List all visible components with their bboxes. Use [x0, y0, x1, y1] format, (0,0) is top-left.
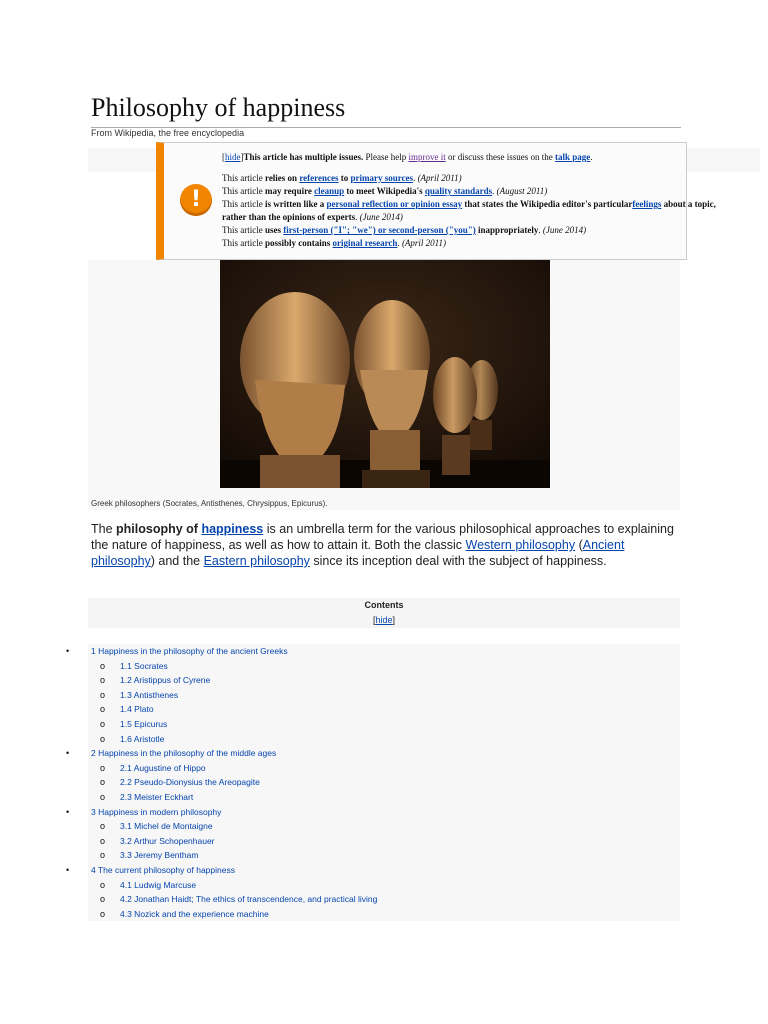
circle-bullet-icon: o	[100, 660, 106, 671]
toc-link[interactable]: 2 Happiness in the philosophy of the middle ages	[91, 748, 277, 759]
issue-bold: relies on	[264, 173, 300, 183]
multiple-issues-box	[156, 142, 716, 260]
warning-icon: !	[180, 184, 212, 216]
circle-bullet-icon: o	[100, 675, 106, 686]
improve-it-link[interactable]: improve it	[408, 152, 446, 162]
hide-issues-link[interactable]: hide	[225, 152, 241, 162]
issue-sep: .	[413, 173, 418, 183]
bullet-icon: •	[66, 806, 70, 817]
circle-bullet-icon: o	[100, 879, 106, 890]
toc-item	[0, 688, 768, 703]
opinion-essay-link[interactable]: personal reflection or opinion essay	[326, 199, 463, 209]
issue-sep: .	[355, 212, 360, 222]
issue-prefix: This article	[222, 173, 265, 183]
toc-link[interactable]: 4.1 Ludwig Marcuse	[120, 879, 197, 890]
toc-link[interactable]: 2.2 Pseudo-Dionysius the Areopagite	[120, 777, 260, 788]
toc-row-shade	[88, 717, 680, 732]
circle-bullet-icon: o	[100, 791, 106, 802]
toc-item	[0, 673, 768, 688]
toc-row-shade	[88, 732, 680, 747]
issue-bold: that states the Wikipedia editor's particular	[462, 199, 633, 209]
issue-item	[222, 172, 742, 185]
eastern-philosophy-link[interactable]: Eastern philosophy	[203, 554, 310, 568]
toc-link[interactable]: 3 Happiness in modern philosophy	[91, 806, 222, 817]
toc-item	[0, 848, 768, 863]
toc-item	[0, 819, 768, 834]
circle-bullet-icon: o	[100, 718, 106, 729]
toc-link[interactable]: 2.3 Meister Eckhart	[120, 791, 194, 802]
circle-bullet-icon: o	[100, 704, 106, 715]
circle-bullet-icon: o	[100, 762, 106, 773]
issue-sep: .	[492, 186, 497, 196]
toc-link[interactable]: 4 The current philosophy of happiness	[91, 864, 235, 875]
issue-item	[222, 224, 742, 237]
circle-bullet-icon: o	[100, 908, 106, 919]
primary-sources-link[interactable]: primary sources	[350, 173, 414, 183]
issue-prefix: This article	[222, 199, 265, 209]
cleanup-link[interactable]: cleanup	[314, 186, 345, 196]
toc-link[interactable]: 3.2 Arthur Schopenhauer	[120, 835, 215, 846]
lead-text: is an umbrella term for the various philosophical approaches to explaining the nature of happiness, as well as how to attain it. Both the classic	[91, 522, 674, 552]
western-philosophy-link[interactable]: Western philosophy	[465, 538, 576, 552]
issue-prefix: This article	[222, 225, 265, 235]
image-caption: Greek philosophers (Socrates, Antisthenes, Chrysippus, Epicurus).	[91, 499, 328, 508]
issue-prefix: This article	[222, 238, 265, 248]
talk-page-link[interactable]: talk page	[555, 152, 591, 162]
toc-link[interactable]: 3.3 Jeremy Bentham	[120, 850, 199, 861]
first-person-link[interactable]: first-person ("I"; "we") or second-person ("you")	[283, 225, 476, 235]
issue-sep: .	[538, 225, 543, 235]
issue-prefix: This article	[222, 186, 265, 196]
circle-bullet-icon: o	[100, 835, 106, 846]
issue-bold: to	[338, 173, 351, 183]
issues-heading-bold: This article has multiple issues.	[243, 152, 364, 162]
issue-item	[222, 198, 742, 224]
bullet-icon: •	[66, 748, 70, 759]
issue-bold: about a topic, rather than the opinions of experts	[222, 199, 716, 222]
issues-heading: [hide]This article has multiple issues. Please help improve it or discuss these issues on the talk page.	[222, 152, 593, 162]
issue-date: (August 2011)	[496, 186, 548, 196]
references-link[interactable]: references	[299, 173, 339, 183]
toc-header	[88, 598, 680, 628]
circle-bullet-icon: o	[100, 850, 106, 861]
toc-item	[0, 732, 768, 747]
site-tagline: From Wikipedia, the free encyclopedia	[91, 128, 245, 138]
toc-link[interactable]: 1.5 Epicurus	[120, 718, 168, 729]
issues-heading-text2: or discuss these issues on the	[445, 152, 556, 162]
philosophers-busts-image[interactable]	[220, 260, 550, 488]
lead-text: (	[575, 538, 583, 552]
issue-date: (April 2011)	[401, 238, 447, 248]
issue-bold: to meet Wikipedia's	[344, 186, 425, 196]
issue-item	[222, 237, 742, 250]
issue-item	[222, 185, 742, 198]
issue-date: (June 2014)	[542, 225, 587, 235]
toc-link[interactable]: 4.2 Jonathan Haidt; The ethics of transcendence, and practical living	[120, 894, 378, 905]
lead-bold: philosophy of	[116, 522, 202, 536]
toc-item	[0, 702, 768, 717]
toc-link[interactable]: 1.4 Plato	[120, 704, 154, 715]
toc-item	[0, 907, 768, 922]
happiness-link[interactable]: happiness	[201, 522, 264, 536]
toc-item	[0, 834, 768, 849]
ancient-philosophy-link[interactable]: Ancient philosophy	[91, 538, 625, 568]
toc-item	[0, 863, 768, 878]
table-of-contents	[0, 644, 768, 921]
busts-illustration	[220, 260, 550, 488]
toc-row-shade	[88, 659, 680, 674]
toc-title: Contents	[364, 600, 404, 610]
toc-link[interactable]: 1.2 Aristippus of Cyrene	[120, 675, 211, 686]
circle-bullet-icon: o	[100, 733, 106, 744]
issue-bold: may require	[264, 186, 315, 196]
toc-hide-link[interactable]: hide	[375, 615, 393, 625]
toc-link[interactable]: 2.1 Augustine of Hippo	[120, 762, 206, 773]
issue-date: (June 2014)	[359, 212, 403, 222]
lead-text: ) and the	[150, 554, 204, 568]
lead-paragraph	[91, 521, 681, 569]
toc-item	[0, 717, 768, 732]
toc-link[interactable]: 1.3 Antisthenes	[120, 689, 179, 700]
toc-item	[0, 659, 768, 674]
lead-text: The	[91, 522, 117, 536]
original-research-link[interactable]: original research	[332, 238, 398, 248]
toc-item	[0, 878, 768, 893]
toc-link[interactable]: 4.3 Nozick and the experience machine	[120, 908, 269, 919]
quality-standards-link[interactable]: quality standards	[424, 186, 493, 196]
lead-text: since its inception deal with the subject of happiness.	[309, 554, 607, 568]
toc-item	[0, 761, 768, 776]
toc-hide-control: [hide]	[372, 615, 396, 625]
bullet-icon: •	[66, 646, 70, 656]
toc-row-shade	[88, 702, 680, 717]
issues-list	[222, 172, 742, 250]
toc-item	[0, 746, 768, 761]
toc-link[interactable]: 1.6 Aristotle	[120, 733, 165, 744]
circle-bullet-icon: o	[100, 821, 106, 832]
toc-link[interactable]: 1.1 Socrates	[120, 660, 168, 671]
toc-item	[0, 644, 768, 659]
circle-bullet-icon: o	[100, 777, 106, 788]
toc-item	[0, 790, 768, 805]
page-title: Philosophy of happiness	[91, 92, 681, 128]
circle-bullet-icon: o	[100, 689, 106, 700]
issues-heading-text: Please help	[363, 152, 409, 162]
toc-item	[0, 805, 768, 820]
issue-bold: is written like a	[264, 199, 327, 209]
toc-item	[0, 892, 768, 907]
toc-link[interactable]: 1 Happiness in the philosophy of the ancient Greeks	[91, 646, 288, 656]
toc-link[interactable]: 3.1 Michel de Montaigne	[120, 821, 213, 832]
toc-item	[0, 775, 768, 790]
issue-bold: uses	[264, 225, 284, 235]
issue-date: (April 2011)	[417, 173, 462, 183]
issue-bold: possibly contains	[264, 238, 333, 248]
feelings-link[interactable]: feelings	[632, 199, 662, 209]
issue-sep: .	[397, 238, 402, 248]
circle-bullet-icon: o	[100, 894, 106, 905]
bullet-icon: •	[66, 864, 70, 875]
issue-bold: inappropriately	[475, 225, 539, 235]
